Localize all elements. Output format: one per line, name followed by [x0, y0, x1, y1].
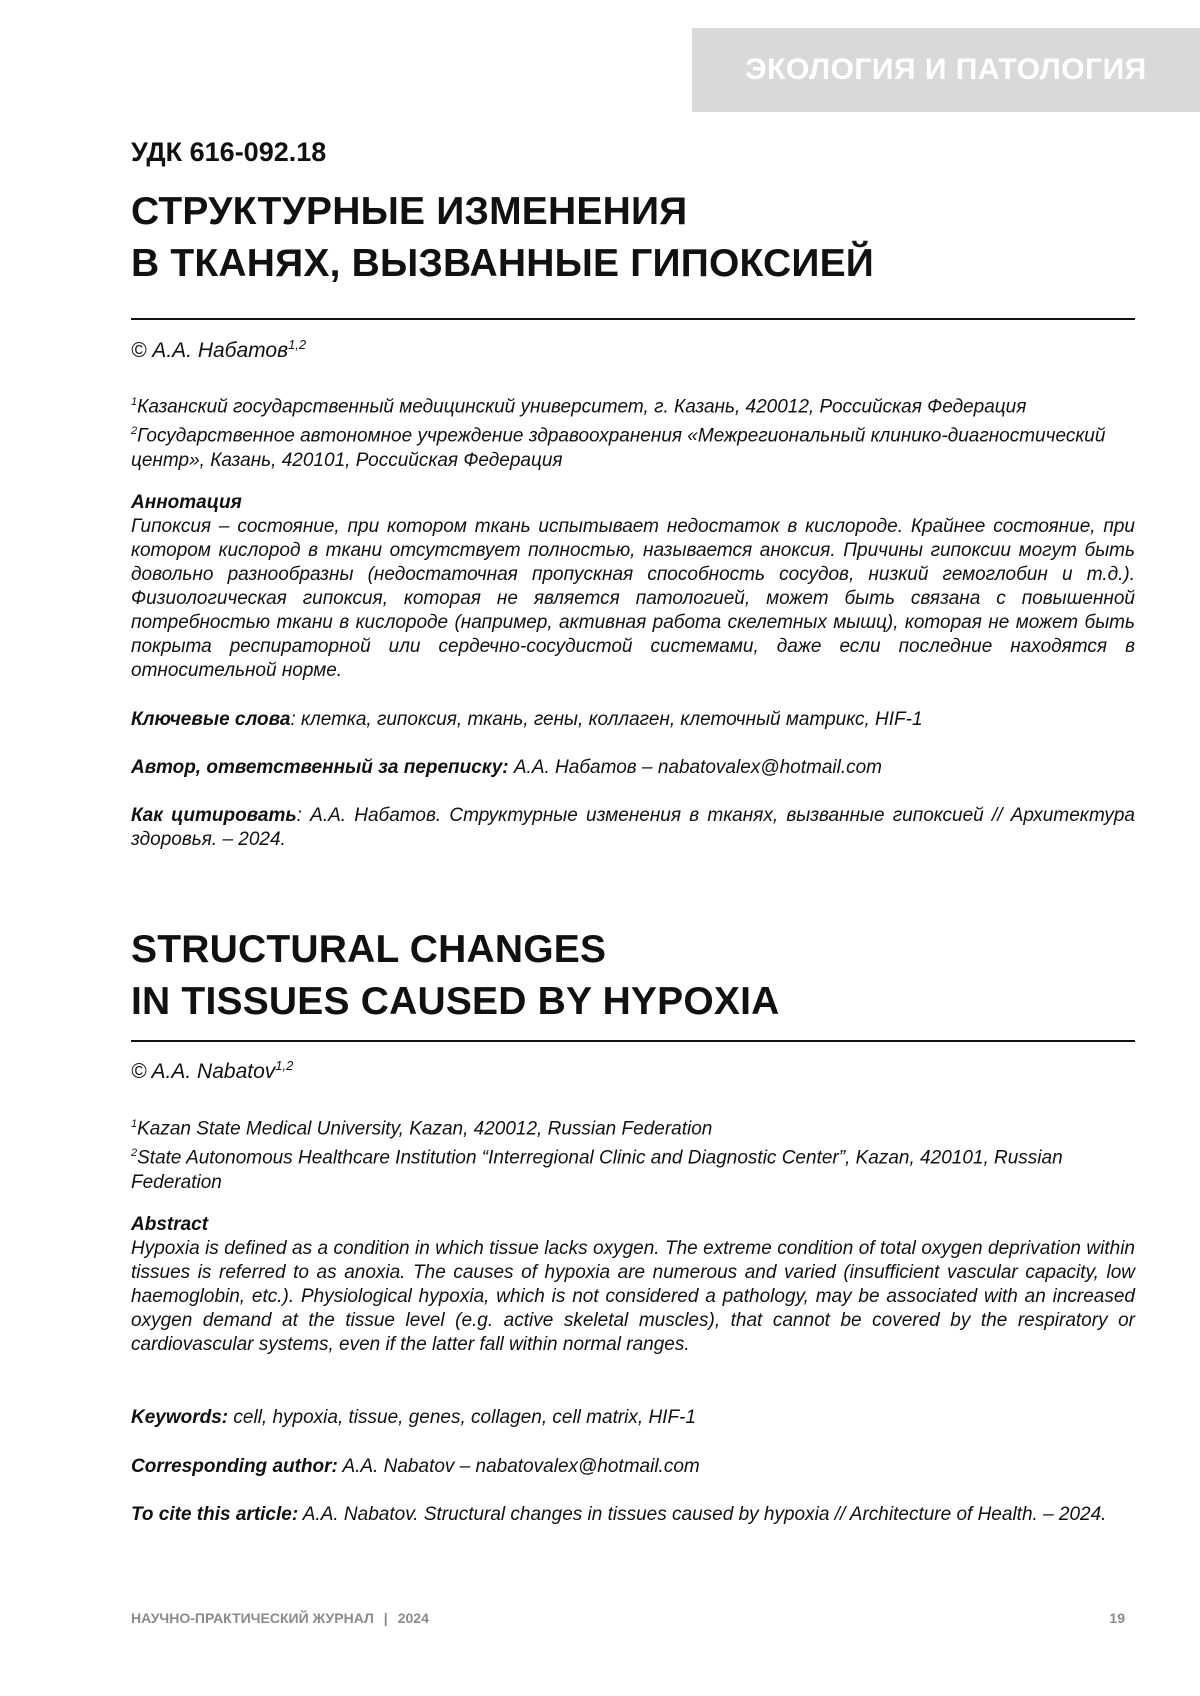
en-abstract-text: Hypoxia is defined as a condition in which tissue lacks oxygen. The extreme condition of total oxygen deprivation within tissues is referred to as anoxia. The causes of hypoxia are numerous and varied (insufficient vascular capacity, low haemoglobin, etc.). Physiological hypoxia, which is not considered a pathology, may be associated with an increased oxygen demand at the tissue level (e.g. active skeletal muscles), that cannot be covered by the respiratory or cardiovascular systems, even if the latter fall within normal ranges. [131, 1238, 1135, 1355]
en-aff1-sup: 1 [131, 1118, 138, 1130]
ru-aff1-text: Казанский государственный медицинский университет, г. Казань, 420012, Российская Федерация [137, 396, 1027, 418]
ru-affiliation-1 [131, 390, 1135, 419]
page-number: 19 [1109, 1610, 1125, 1626]
en-author-sup: 1,2 [275, 1058, 294, 1073]
en-cite-text: A.A. Nabatov. Structural changes in tissues caused by hypoxia // Architecture of Health. – 2024. [298, 1504, 1107, 1525]
en-keywords-label: Keywords: [131, 1407, 229, 1428]
footer-separator: | [383, 1610, 388, 1626]
footer-journal: НАУЧНО-ПРАКТИЧЕСКИЙ ЖУРНАЛ [131, 1610, 374, 1626]
en-title-rule [131, 1040, 1135, 1042]
ru-author-sup: 1,2 [288, 337, 307, 352]
en-keywords-text: cell, hypoxia, tissue, genes, collagen, cell matrix, HIF-1 [228, 1407, 696, 1428]
en-title [131, 924, 780, 1028]
ru-title-rule [131, 318, 1135, 320]
en-author-name: © A.A. Nabatov [131, 1060, 276, 1083]
en-title-line1: STRUCTURAL CHANGES [131, 928, 607, 971]
en-author [131, 1058, 293, 1084]
udk-code: УДК 616-092.18 [131, 137, 327, 167]
ru-author [131, 337, 306, 363]
ru-cite-label: Как цитировать [131, 805, 297, 826]
en-title-line2: IN TISSUES CAUSED BY HYPOXIA [131, 980, 780, 1023]
ru-corr-label: Автор, ответственный за переписку: [131, 757, 509, 778]
en-affiliation-2 [131, 1141, 1135, 1194]
en-corresponding-author [131, 1455, 1135, 1479]
footer-year: 2024 [397, 1610, 429, 1626]
en-affiliation-1 [131, 1112, 1135, 1141]
ru-title-line1: СТРУКТУРНЫЕ ИЗМЕНЕНИЯ [131, 190, 688, 233]
en-aff1-text: Kazan State Medical University, Kazan, 420012, Russian Federation [137, 1118, 713, 1140]
ru-abstract [131, 491, 1135, 683]
section-banner: ЭКОЛОГИЯ И ПАТОЛОГИЯ [692, 28, 1200, 112]
ru-keywords [131, 708, 1135, 732]
ru-abstract-text: Гипоксия – состояние, при котором ткань испытывает недостаток в кислороде. Крайнее состояние, при котором кислород в ткани отсутствует полностью, называется аноксия. Причины гипоксии могут быть довольно разнообразны (недостаточная пропускная способность сосудов, низкий гемоглобин и т.д.). Физиологическая гипоксия, которая не является патологией, может быть связана с повышенной потребностью ткани в кислороде (например, активная работа скелетных мышц), которая не может быть покрыта респираторной или сердечно-сосудистой системами, даже если последние находятся в относительной норме. [131, 516, 1135, 681]
en-corr-text: A.A. Nabatov – nabatovalex@hotmail.com [337, 1456, 700, 1477]
en-abstract-heading: Abstract [131, 1214, 209, 1235]
ru-keywords-text: : клетка, гипоксия, ткань, гены, коллаген, клеточный матрикс, HIF-1 [290, 709, 923, 730]
en-citation [131, 1503, 1135, 1527]
ru-affiliations [131, 390, 1135, 473]
footer-journal-info [131, 1610, 429, 1626]
ru-keywords-label: Ключевые слова [131, 709, 291, 730]
ru-corresponding-author [131, 756, 1135, 780]
en-corr-label: Corresponding author: [131, 1456, 338, 1477]
ru-author-name: © А.А. Набатов [131, 339, 289, 362]
ru-abstract-heading: Аннотация [131, 492, 242, 513]
ru-corr-text: А.А. Набатов – nabatovalex@hotmail.com [508, 757, 882, 778]
en-keywords [131, 1406, 1135, 1430]
ru-aff1-sup: 1 [131, 396, 138, 408]
ru-citation [131, 804, 1135, 852]
page-footer [131, 1610, 1125, 1626]
ru-affiliation-2 [131, 419, 1135, 472]
en-aff2-text: State Autonomous Healthcare Institution “Interregional Clinic and Diagnostic Center”, Kazan, 420101, Russian Federation [131, 1147, 1063, 1193]
en-cite-label: To cite this article: [131, 1504, 299, 1525]
en-abstract [131, 1213, 1135, 1357]
ru-aff2-sup: 2 [131, 425, 138, 438]
en-aff2-sup: 2 [131, 1147, 138, 1160]
ru-aff2-text: Государственное автономное учреждение здравоохранения «Межрегиональный клинико-диагностический центр», Казань, 420101, Российская Федерация [131, 425, 1106, 471]
ru-cite-text: : А.А. Набатов. Структурные изменения в тканях, вызванные гипоксией // Архитектура здоровья. – 2024. [131, 805, 1135, 850]
ru-title-line2: В ТКАНЯХ, ВЫЗВАННЫЕ ГИПОКСИЕЙ [131, 242, 875, 285]
ru-title [131, 186, 874, 290]
en-affiliations [131, 1112, 1135, 1195]
